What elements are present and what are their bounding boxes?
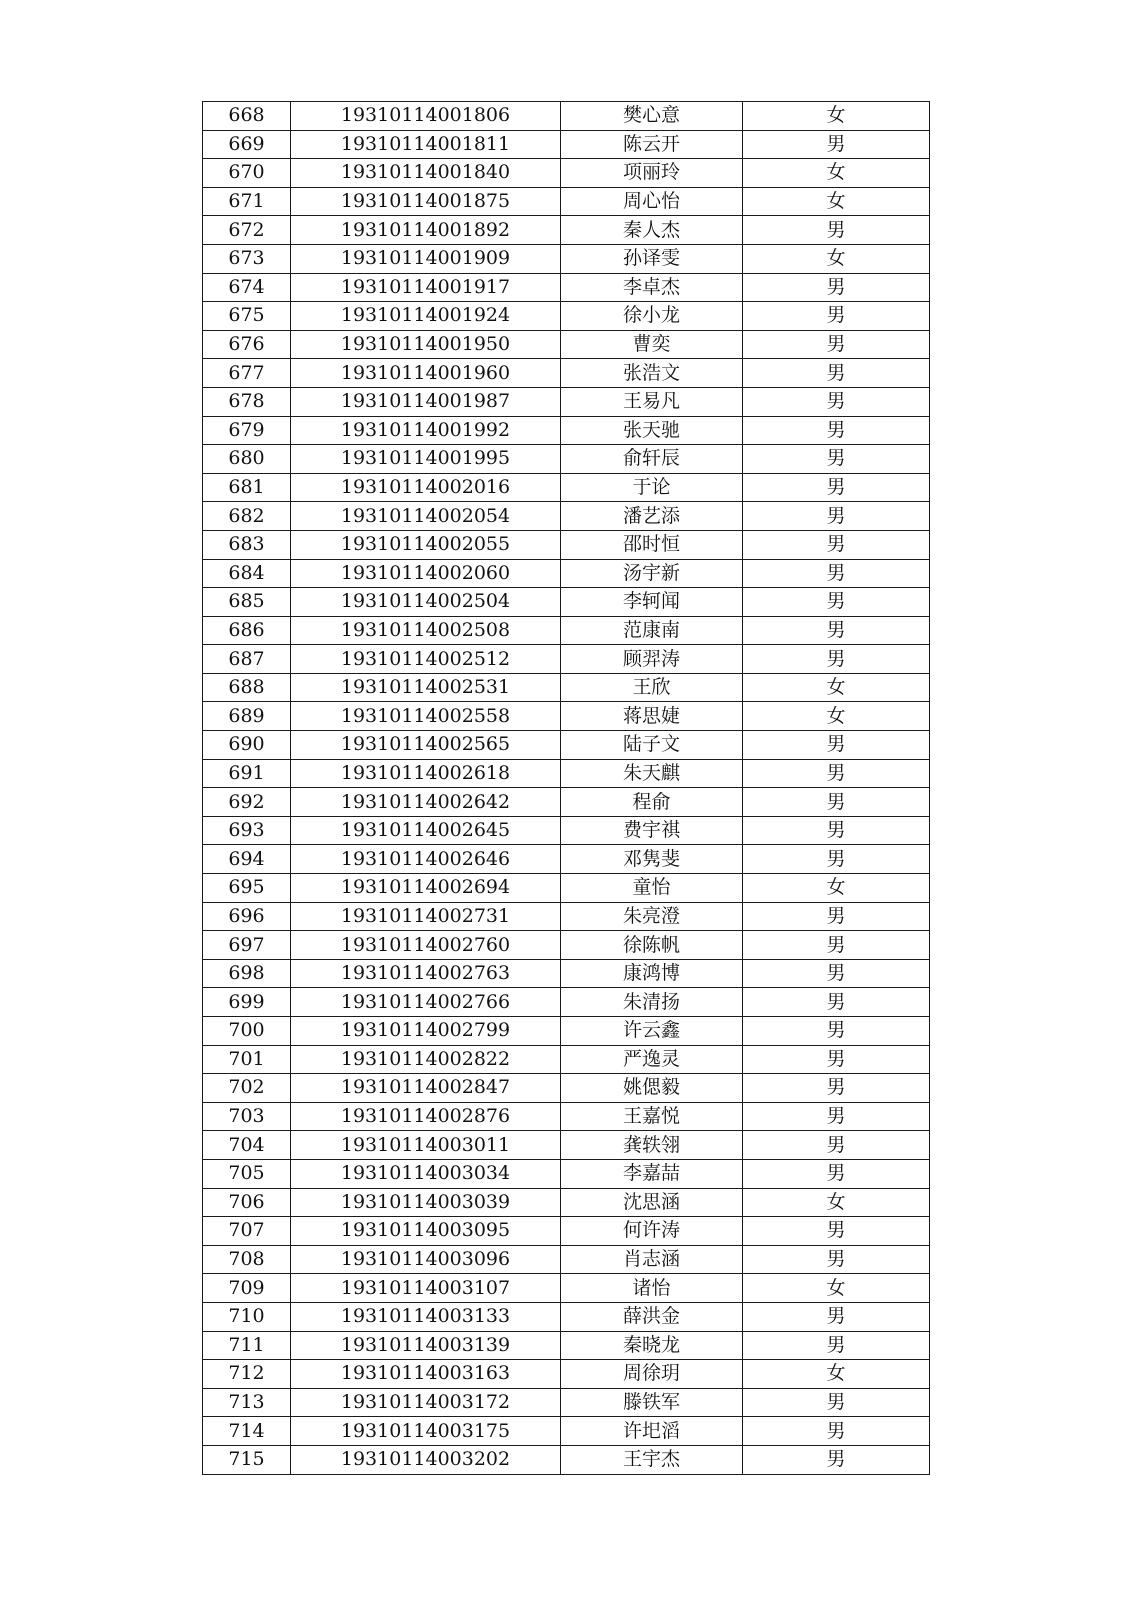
table-row [203, 788, 930, 817]
table-row [203, 959, 930, 988]
table-row [203, 874, 930, 903]
gender-cell: 女 [743, 159, 930, 188]
exam-id-cell: 19310114001811 [291, 130, 561, 159]
row-number-cell: 709 [203, 1274, 291, 1303]
table-row [203, 445, 930, 474]
exam-id-cell: 19310114003034 [291, 1159, 561, 1188]
student-name-cell: 徐小龙 [561, 302, 743, 331]
exam-id-cell: 19310114002508 [291, 616, 561, 645]
table-row [203, 1017, 930, 1046]
row-number-cell: 704 [203, 1131, 291, 1160]
table-row [203, 387, 930, 416]
student-name-cell: 李嘉喆 [561, 1159, 743, 1188]
student-name-cell: 徐陈帆 [561, 931, 743, 960]
student-name-cell: 周徐玥 [561, 1360, 743, 1389]
student-name-cell: 程俞 [561, 788, 743, 817]
student-name-cell: 张天驰 [561, 416, 743, 445]
gender-cell: 男 [743, 130, 930, 159]
exam-id-cell: 19310114002731 [291, 902, 561, 931]
gender-cell: 男 [743, 387, 930, 416]
row-number-cell: 672 [203, 216, 291, 245]
table-row [203, 1331, 930, 1360]
table-row [203, 588, 930, 617]
table-row [203, 1074, 930, 1103]
row-number-cell: 673 [203, 244, 291, 273]
row-number-cell: 671 [203, 187, 291, 216]
gender-cell: 男 [743, 416, 930, 445]
exam-id-cell: 19310114003133 [291, 1302, 561, 1331]
exam-id-cell: 19310114002504 [291, 588, 561, 617]
student-name-cell: 龚轶翎 [561, 1131, 743, 1160]
table-row [203, 1302, 930, 1331]
row-number-cell: 710 [203, 1302, 291, 1331]
gender-cell: 男 [743, 788, 930, 817]
row-number-cell: 682 [203, 502, 291, 531]
exam-id-cell: 19310114001960 [291, 359, 561, 388]
row-number-cell: 683 [203, 530, 291, 559]
gender-cell: 女 [743, 244, 930, 273]
student-name-cell: 于论 [561, 473, 743, 502]
gender-cell: 男 [743, 845, 930, 874]
table-row [203, 731, 930, 760]
table-row [203, 616, 930, 645]
table-row [203, 1245, 930, 1274]
gender-cell: 男 [743, 1245, 930, 1274]
row-number-cell: 693 [203, 816, 291, 845]
row-number-cell: 677 [203, 359, 291, 388]
student-name-cell: 王宇杰 [561, 1445, 743, 1474]
table-row [203, 273, 930, 302]
row-number-cell: 694 [203, 845, 291, 874]
row-number-cell: 705 [203, 1159, 291, 1188]
row-number-cell: 708 [203, 1245, 291, 1274]
exam-id-cell: 19310114003011 [291, 1131, 561, 1160]
student-name-cell: 许云鑫 [561, 1017, 743, 1046]
exam-id-cell: 19310114003107 [291, 1274, 561, 1303]
exam-id-cell: 19310114002847 [291, 1074, 561, 1103]
gender-cell: 男 [743, 931, 930, 960]
student-name-cell: 邓隽斐 [561, 845, 743, 874]
row-number-cell: 699 [203, 988, 291, 1017]
row-number-cell: 675 [203, 302, 291, 331]
table-row [203, 530, 930, 559]
row-number-cell: 697 [203, 931, 291, 960]
student-name-cell: 潘艺添 [561, 502, 743, 531]
row-number-cell: 674 [203, 273, 291, 302]
exam-id-cell: 19310114003175 [291, 1417, 561, 1446]
exam-id-cell: 19310114001917 [291, 273, 561, 302]
student-name-cell: 孙译雯 [561, 244, 743, 273]
student-name-cell: 项丽玲 [561, 159, 743, 188]
table-row [203, 473, 930, 502]
gender-cell: 男 [743, 588, 930, 617]
gender-cell: 男 [743, 1045, 930, 1074]
row-number-cell: 703 [203, 1102, 291, 1131]
exam-id-cell: 19310114002054 [291, 502, 561, 531]
table-row [203, 673, 930, 702]
gender-cell: 男 [743, 959, 930, 988]
gender-cell: 男 [743, 530, 930, 559]
student-name-cell: 许圯滔 [561, 1417, 743, 1446]
gender-cell: 男 [743, 1445, 930, 1474]
student-name-cell: 蒋思婕 [561, 702, 743, 731]
table-row [203, 845, 930, 874]
student-name-cell: 王易凡 [561, 387, 743, 416]
row-number-cell: 712 [203, 1360, 291, 1389]
gender-cell: 女 [743, 1188, 930, 1217]
exam-id-cell: 19310114003096 [291, 1245, 561, 1274]
gender-cell: 男 [743, 445, 930, 474]
exam-id-cell: 19310114001992 [291, 416, 561, 445]
student-name-cell: 沈思涵 [561, 1188, 743, 1217]
gender-cell: 女 [743, 187, 930, 216]
exam-id-cell: 19310114002565 [291, 731, 561, 760]
gender-cell: 男 [743, 645, 930, 674]
table-row [203, 102, 930, 131]
row-number-cell: 669 [203, 130, 291, 159]
student-name-cell: 张浩文 [561, 359, 743, 388]
gender-cell: 男 [743, 1074, 930, 1103]
student-name-cell: 顾羿涛 [561, 645, 743, 674]
student-name-cell: 陆子文 [561, 731, 743, 760]
exam-id-cell: 19310114001950 [291, 330, 561, 359]
table-row [203, 130, 930, 159]
exam-id-cell: 19310114001995 [291, 445, 561, 474]
table-row [203, 187, 930, 216]
gender-cell: 男 [743, 731, 930, 760]
gender-cell: 男 [743, 1217, 930, 1246]
table-row [203, 645, 930, 674]
exam-id-cell: 19310114003139 [291, 1331, 561, 1360]
exam-id-cell: 19310114002055 [291, 530, 561, 559]
student-name-cell: 何许涛 [561, 1217, 743, 1246]
student-roster-table [202, 101, 930, 1475]
gender-cell: 男 [743, 1331, 930, 1360]
exam-id-cell: 19310114002822 [291, 1045, 561, 1074]
student-name-cell: 肖志涵 [561, 1245, 743, 1274]
row-number-cell: 702 [203, 1074, 291, 1103]
exam-id-cell: 19310114002558 [291, 702, 561, 731]
table-row [203, 1131, 930, 1160]
exam-id-cell: 19310114003172 [291, 1388, 561, 1417]
gender-cell: 男 [743, 359, 930, 388]
exam-id-cell: 19310114003163 [291, 1360, 561, 1389]
table-row [203, 1417, 930, 1446]
student-name-cell: 李卓杰 [561, 273, 743, 302]
table-row [203, 302, 930, 331]
row-number-cell: 688 [203, 673, 291, 702]
row-number-cell: 680 [203, 445, 291, 474]
table-row [203, 1388, 930, 1417]
student-name-cell: 俞轩辰 [561, 445, 743, 474]
gender-cell: 男 [743, 1102, 930, 1131]
exam-id-cell: 19310114001875 [291, 187, 561, 216]
exam-id-cell: 19310114002763 [291, 959, 561, 988]
student-name-cell: 汤宇新 [561, 559, 743, 588]
gender-cell: 女 [743, 1274, 930, 1303]
exam-id-cell: 19310114001909 [291, 244, 561, 273]
row-number-cell: 686 [203, 616, 291, 645]
gender-cell: 男 [743, 1131, 930, 1160]
table-row [203, 1217, 930, 1246]
gender-cell: 男 [743, 302, 930, 331]
table-row [203, 1159, 930, 1188]
gender-cell: 女 [743, 102, 930, 131]
table-row [203, 702, 930, 731]
exam-id-cell: 19310114002646 [291, 845, 561, 874]
gender-cell: 男 [743, 559, 930, 588]
exam-id-cell: 19310114002642 [291, 788, 561, 817]
gender-cell: 男 [743, 216, 930, 245]
row-number-cell: 690 [203, 731, 291, 760]
table-row [203, 1188, 930, 1217]
student-name-cell: 邵时恒 [561, 530, 743, 559]
table-row [203, 244, 930, 273]
exam-id-cell: 19310114002876 [291, 1102, 561, 1131]
gender-cell: 男 [743, 502, 930, 531]
gender-cell: 男 [743, 816, 930, 845]
student-name-cell: 康鸿博 [561, 959, 743, 988]
student-name-cell: 周心怡 [561, 187, 743, 216]
row-number-cell: 695 [203, 874, 291, 903]
gender-cell: 女 [743, 874, 930, 903]
exam-id-cell: 19310114001840 [291, 159, 561, 188]
exam-id-cell: 19310114002766 [291, 988, 561, 1017]
table-row [203, 359, 930, 388]
exam-id-cell: 19310114002760 [291, 931, 561, 960]
student-name-cell: 童怡 [561, 874, 743, 903]
student-name-cell: 李轲闻 [561, 588, 743, 617]
table-row [203, 931, 930, 960]
row-number-cell: 685 [203, 588, 291, 617]
student-name-cell: 诸怡 [561, 1274, 743, 1303]
row-number-cell: 701 [203, 1045, 291, 1074]
table-row [203, 902, 930, 931]
roster-table-body [203, 102, 930, 1475]
gender-cell: 男 [743, 330, 930, 359]
row-number-cell: 714 [203, 1417, 291, 1446]
row-number-cell: 670 [203, 159, 291, 188]
table-row [203, 1360, 930, 1389]
gender-cell: 男 [743, 1017, 930, 1046]
gender-cell: 女 [743, 673, 930, 702]
gender-cell: 男 [743, 1417, 930, 1446]
row-number-cell: 668 [203, 102, 291, 131]
gender-cell: 男 [743, 1388, 930, 1417]
exam-id-cell: 19310114002799 [291, 1017, 561, 1046]
exam-id-cell: 19310114001892 [291, 216, 561, 245]
row-number-cell: 676 [203, 330, 291, 359]
exam-id-cell: 19310114003039 [291, 1188, 561, 1217]
table-row [203, 1274, 930, 1303]
exam-id-cell: 19310114002618 [291, 759, 561, 788]
exam-id-cell: 19310114002016 [291, 473, 561, 502]
row-number-cell: 706 [203, 1188, 291, 1217]
gender-cell: 男 [743, 988, 930, 1017]
row-number-cell: 691 [203, 759, 291, 788]
exam-id-cell: 19310114002645 [291, 816, 561, 845]
table-row [203, 816, 930, 845]
exam-id-cell: 19310114002060 [291, 559, 561, 588]
student-name-cell: 王欣 [561, 673, 743, 702]
table-row [203, 1045, 930, 1074]
row-number-cell: 681 [203, 473, 291, 502]
row-number-cell: 707 [203, 1217, 291, 1246]
table-row [203, 1102, 930, 1131]
student-name-cell: 费宇祺 [561, 816, 743, 845]
exam-id-cell: 19310114003095 [291, 1217, 561, 1246]
table-row [203, 559, 930, 588]
row-number-cell: 684 [203, 559, 291, 588]
exam-id-cell: 19310114002694 [291, 874, 561, 903]
exam-id-cell: 19310114001806 [291, 102, 561, 131]
gender-cell: 男 [743, 902, 930, 931]
row-number-cell: 696 [203, 902, 291, 931]
gender-cell: 女 [743, 702, 930, 731]
row-number-cell: 687 [203, 645, 291, 674]
table-row [203, 1445, 930, 1474]
student-name-cell: 严逸灵 [561, 1045, 743, 1074]
table-row [203, 988, 930, 1017]
gender-cell: 男 [743, 273, 930, 302]
row-number-cell: 715 [203, 1445, 291, 1474]
exam-id-cell: 19310114002531 [291, 673, 561, 702]
exam-id-cell: 19310114002512 [291, 645, 561, 674]
row-number-cell: 678 [203, 387, 291, 416]
exam-id-cell: 19310114001987 [291, 387, 561, 416]
student-name-cell: 滕铁军 [561, 1388, 743, 1417]
student-name-cell: 朱天麒 [561, 759, 743, 788]
row-number-cell: 713 [203, 1388, 291, 1417]
exam-id-cell: 19310114003202 [291, 1445, 561, 1474]
table-row [203, 216, 930, 245]
student-name-cell: 秦晓龙 [561, 1331, 743, 1360]
gender-cell: 男 [743, 759, 930, 788]
student-name-cell: 秦人杰 [561, 216, 743, 245]
row-number-cell: 711 [203, 1331, 291, 1360]
student-name-cell: 范康南 [561, 616, 743, 645]
row-number-cell: 679 [203, 416, 291, 445]
row-number-cell: 689 [203, 702, 291, 731]
row-number-cell: 692 [203, 788, 291, 817]
gender-cell: 男 [743, 616, 930, 645]
student-name-cell: 曹奕 [561, 330, 743, 359]
gender-cell: 男 [743, 1159, 930, 1188]
row-number-cell: 698 [203, 959, 291, 988]
student-name-cell: 朱亮澄 [561, 902, 743, 931]
table-row [203, 502, 930, 531]
student-name-cell: 樊心意 [561, 102, 743, 131]
row-number-cell: 700 [203, 1017, 291, 1046]
table-row [203, 159, 930, 188]
student-name-cell: 朱清扬 [561, 988, 743, 1017]
student-name-cell: 薛洪金 [561, 1302, 743, 1331]
student-name-cell: 姚偲毅 [561, 1074, 743, 1103]
table-row [203, 416, 930, 445]
exam-id-cell: 19310114001924 [291, 302, 561, 331]
student-name-cell: 陈云开 [561, 130, 743, 159]
table-row [203, 759, 930, 788]
table-row [203, 330, 930, 359]
gender-cell: 男 [743, 1302, 930, 1331]
gender-cell: 男 [743, 473, 930, 502]
student-name-cell: 王嘉悦 [561, 1102, 743, 1131]
gender-cell: 女 [743, 1360, 930, 1389]
